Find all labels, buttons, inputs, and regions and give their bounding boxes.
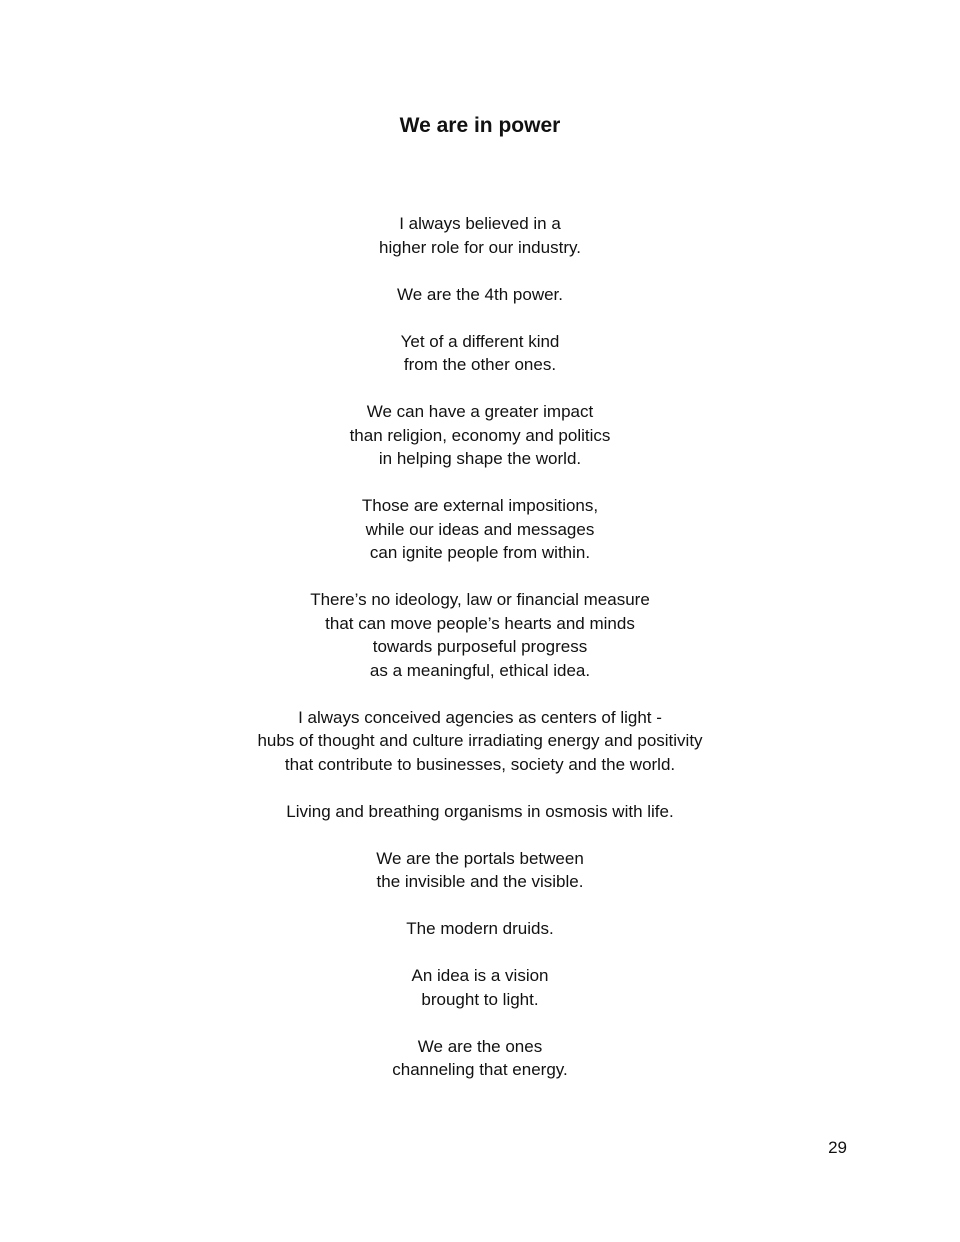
poem-line: can ignite people from within.: [369, 543, 591, 562]
poem-line: Yet of a different kind: [400, 331, 560, 351]
stanza: [0, 283, 960, 307]
poem-line: I always believed in a: [399, 214, 561, 233]
stanza: [0, 588, 960, 682]
stanza: [0, 400, 960, 471]
stanza: [0, 917, 960, 941]
stanza: [0, 494, 960, 565]
stanza: [0, 706, 960, 777]
poem-line: as a meaningful, ethical idea.: [369, 660, 591, 680]
poem-line: that can move people’s hearts and minds: [325, 613, 635, 633]
stanza: [0, 330, 960, 377]
poem-line: The modern druids.: [406, 919, 554, 938]
poem-line: that contribute to businesses, society and the world.: [284, 754, 676, 774]
stanza: [0, 964, 960, 1011]
poem-line: I always conceived agencies as centers of light -: [298, 707, 662, 727]
poem-line: from the other ones.: [403, 355, 557, 374]
stanza: [0, 800, 960, 824]
poem-line: than religion, economy and politics: [349, 425, 611, 445]
poem-line: We are the 4th power.: [396, 284, 563, 304]
poem-line: We are the ones: [417, 1036, 543, 1056]
poem-line: the invisible and the visible.: [376, 872, 584, 891]
stanza: [0, 212, 960, 259]
poem-line: brought to light.: [421, 989, 539, 1009]
poem-line: Living and breathing organisms in osmosis with life.: [286, 801, 674, 821]
poem-line: hubs of thought and culture irradiating energy and positivity: [257, 731, 703, 750]
stanza: [0, 1035, 960, 1082]
poem-body: [0, 212, 960, 1105]
poem-line: towards purposeful progress: [372, 637, 588, 656]
poem-line: We are the portals between: [376, 848, 584, 868]
page-number: 29: [828, 1138, 847, 1157]
poem-line: There’s no ideology, law or financial measure: [310, 590, 650, 609]
page-title: We are in power: [399, 114, 561, 137]
poem-line: We can have a greater impact: [366, 402, 594, 421]
poem-line: Those are external impositions,: [361, 496, 599, 515]
poem-line: in helping shape the world.: [378, 449, 582, 468]
stanza: [0, 847, 960, 894]
poem-line: An idea is a vision: [411, 966, 549, 985]
poem-line: higher role for our industry.: [379, 237, 581, 257]
poem-line: channeling that energy.: [392, 1060, 568, 1079]
poem-line: while our ideas and messages: [365, 519, 595, 539]
